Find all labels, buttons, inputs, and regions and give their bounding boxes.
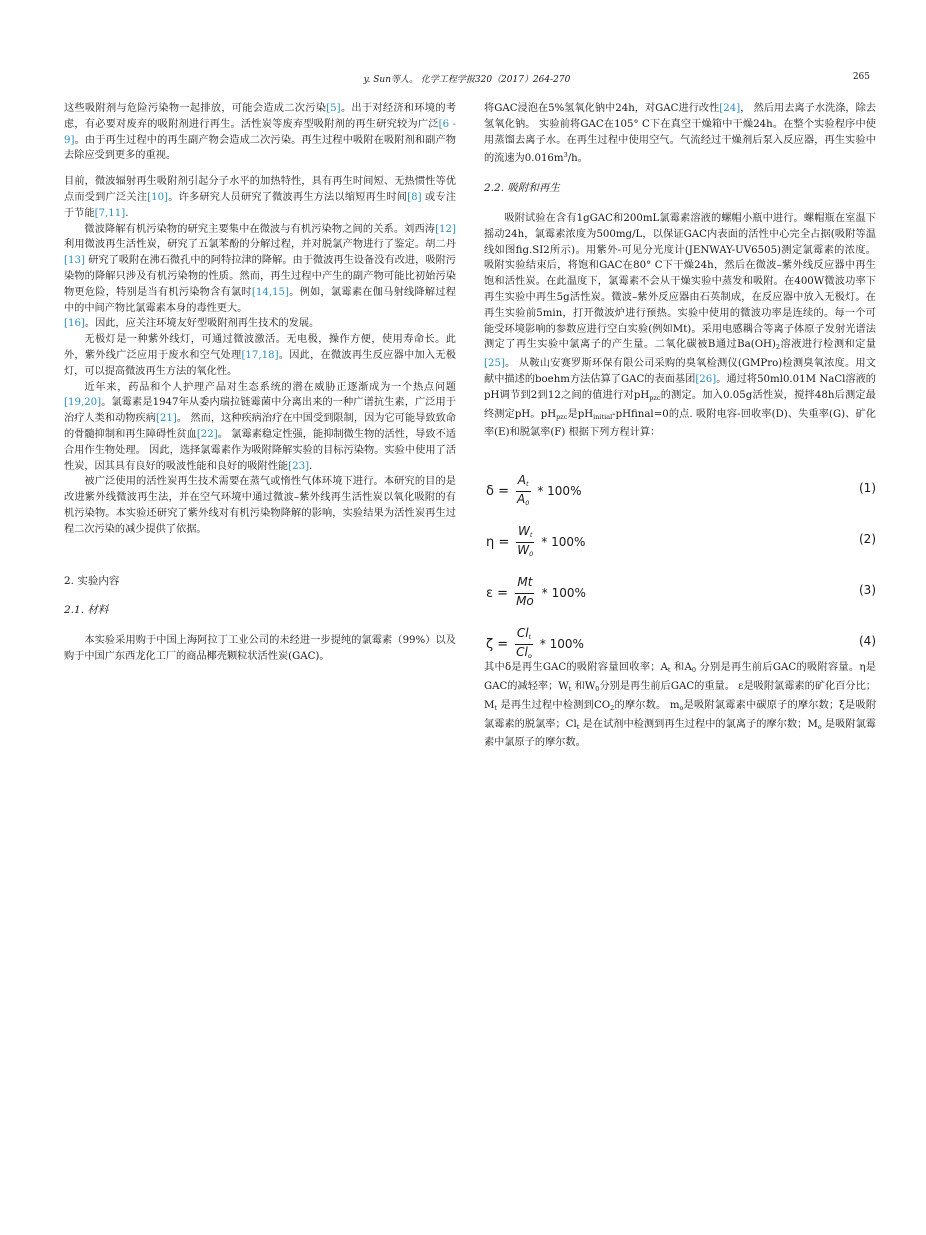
citation-link[interactable]: [24] — [719, 103, 741, 114]
equation-numerator: Mt — [515, 575, 534, 594]
citation-link[interactable]: [16] — [64, 318, 85, 330]
citation-link[interactable]: [6 - 9] — [64, 118, 456, 146]
equation-numerator: $A_t$ — [516, 473, 531, 492]
paragraph-intro-3: 微波降解有机污染物的研究主要集中在微波与有机污染物之间的关系。刘西涛[12] 利用微波再生活性炭，研究了五氯苯酚的分解过程，并对脱氯产物进行了鉴定。胡二丹[13] 研究了吸附在沸石微孔中的阿特拉津的降解。由于微波再生设备没有改进，吸附污染物的降解只涉及有机污染物的性质。然而，再生过程中产生的副产物可能比初始污染物更危险，特别是当有机污染物含有氯时[14,15]。例如，氯霉素在伽马射线降解过程中的中间产物比氯霉素本身的毒性更大。 — [64, 223, 456, 314]
citation-link[interactable]: [17,18] — [241, 349, 279, 361]
running-header — [64, 72, 870, 86]
citation-link[interactable]: [5] — [326, 103, 341, 114]
citation-link[interactable]: [21] — [155, 413, 177, 425]
paragraph-intro-4: [16]。因此，应关注环境友好型吸附剂再生技术的发展。 — [64, 318, 320, 330]
paragraph-intro-2: 目前，微波辐射再生吸附剂引起分子水平的加热特性，具有再生时间短、无热惯性等优点而受到广泛关注[10]。许多研究人员研究了微波再生方法以缩短再生时间[8] 或专注于节能[7,11]. — [64, 176, 456, 219]
equation-number: (4) — [859, 634, 876, 649]
equation-3 — [484, 565, 876, 609]
citation-link[interactable]: [8] — [407, 191, 422, 203]
subsection-heading-materials: 2.1. 材料 — [64, 604, 109, 617]
paragraph-equation-definitions: 其中δ是再生GAC的吸附容量回收率；$A_t$ 和$A_0$ 分别是再生前后GAC的吸附容量。η是GAC的减轻率；$W_t$ 和$W_0$分别是再生前后GAC的重量。 ε是吸附氯霉素的矿化百分比；$M_t$ 是再生过程中检测到$CO_2$的摩尔数。 $m_o$是吸附氯霉素中碳原子的摩尔数；ξ是吸附氯霉素的脱氯率；$Cl_t$ 是在试剂中检测到再生过程中的氯离子的摩尔数；$M_o$ 是吸附氯霉素中氯原子的摩尔数。 — [484, 662, 877, 749]
equation-numerator: $Cl_t$ — [515, 626, 533, 645]
citation-link[interactable]: [22] — [196, 428, 218, 440]
subsection-heading-adsorption: 2.2. 吸附和再生 — [484, 182, 560, 195]
citation-link[interactable]: [13] — [64, 255, 85, 267]
left-column — [64, 101, 456, 665]
equation-numerator: $W_t$ — [516, 524, 534, 543]
equation-block — [484, 463, 876, 661]
equation-expression — [486, 473, 581, 510]
equation-denominator: $W_0$ — [517, 543, 534, 559]
equation-fraction — [515, 524, 535, 561]
equation-multiplier: * 100% — [537, 483, 582, 498]
equation-fraction — [514, 575, 536, 612]
equation-expression — [486, 524, 585, 561]
section-heading-experiment: 2. 实验内容 — [64, 574, 120, 587]
equation-expression — [486, 575, 586, 612]
citation-link[interactable]: [23] — [288, 460, 310, 472]
page-number: 265 — [852, 72, 870, 82]
equation-1 — [484, 463, 876, 508]
paragraph-adsorption: 吸附试验在含有1gGAC和200mL氯霉素溶液的螺帽小瓶中进行。螺帽瓶在室温下摇动24h，氯霉素浓度为500mg/L，以保证GAC内表面的活性中心完全占据(吸附等温线如图fig.SI2所示)。用紫外-可见分光度计(JENWAY-UV6505)测定氯霉素的浓度。吸附实验结束后，将饱和GAC在80° C下干燥24h，然后在微波–紫外线反应器中再生饱和活性炭。在此温度下，氯霉素不会从干燥实验中蒸发和吸附。在400W微波功率下再生实验中再生5g活性炭。微波–紫外反应器由石英制成，在反应器中放入无极灯。在再生实验前5min，打开微波炉进行预热。实验中使用的微波功率是连续的。每一个可能受环境影响的参数应进行空白实验(例如Mt)。采用电感耦合等离子体原子发射光谱法测定了再生实验中氯离子的产生量。二氧化碳被B通过$Ba(OH)_2$溶液进行检测和定量[25]。 从鞍山安赛罗斯环保有限公司采购的臭氧检测仪(GMPro)检测臭氧浓度。用文献中描述的boehm方法估算了GAC的表面基团[26]。通过将50ml0.01M NaCl溶液的pH调节到2到12之间的值进行对$pH_{pzc}$的测定。加入0.05g活性炭，搅拌48h后测定最终测定pH。$pH_{pzc}$是$pH_{initial}-pHfinal=0$的点. 吸附电容-回收率(D)、失重率(G)、矿化率(E)和脱氯率(F) 根据下列方程计算： — [484, 212, 876, 439]
paragraph-intro-1: 这些吸附剂与危险污染物一起排放，可能会造成二次污染[5]。出于对经济和环境的考虑，有必要对废弃的吸附剂进行再生。活性炭等废弃型吸附剂的再生研究较为广泛[6 - 9]。由于再生过程中的再生副产物会造成二次污染。再生过程中吸附在吸附剂和副产物去除应受到更多的重视。 — [64, 103, 457, 162]
equation-multiplier: * 100% — [539, 636, 584, 651]
paragraph-materials-cont: 将GAC浸泡在5%氢氧化钠中24h，对GAC进行改性[24]， 然后用去离子水洗涤，除去氢氧化钠。 实验前将GAC在105° C下在真空干燥箱中干燥24h。在整个实验程序中使用蒸馏去离子水。在再生过程中使用空气。气流经过干燥剂后泵入反应器，再生实验中的流速为$0.016m^3/h$。 — [484, 103, 876, 165]
citation-link[interactable]: [26] — [695, 373, 717, 385]
equation-lhs: η = — [486, 534, 510, 550]
equation-lhs: ε = — [486, 585, 509, 601]
equation-denominator: $Cl_o$ — [516, 645, 532, 661]
equation-2 — [484, 514, 876, 559]
equation-multiplier: * 100% — [541, 534, 586, 549]
equation-denominator: $A_0$ — [516, 492, 530, 508]
equation-lhs: δ = — [486, 483, 509, 499]
equation-multiplier: * 100% — [541, 585, 586, 600]
equation-fraction — [514, 626, 534, 663]
equation-number: (3) — [859, 583, 876, 598]
citation-link[interactable]: [19,20] — [64, 397, 102, 409]
citation-link[interactable]: [12] — [435, 223, 456, 235]
paragraph-intro-7: 被广泛使用的活性炭再生技术需要在蒸气或惰性气体环境下进行。本研究的目的是改进紫外线微波再生法，并在空气环境中通过微波–紫外线再生活性炭以氧化吸附的有机污染物。本实验还研究了紫外线对有机污染物降解的影响，实验结果为活性炭再生过程二次污染的减少提供了依据。 — [64, 476, 456, 535]
equation-number: (2) — [859, 532, 876, 547]
equation-denominator: Mo — [516, 594, 534, 609]
equation-expression — [486, 626, 584, 663]
citation-link[interactable]: [14,15] — [251, 286, 289, 298]
paragraph-intro-5: 无极灯是一种紫外线灯，可通过微波激活。无电极，操作方便，使用寿命长。此外，紫外线广泛应用于废水和空气处理[17,18]。因此，在微波再生反应器中加入无极灯，可以提高微波再生方法的氧化性。 — [64, 334, 456, 377]
right-column — [484, 101, 876, 751]
paragraph-intro-6: 近年来，药品和个人护理产品对生态系统的潜在威胁正逐渐成为一个热点问题[19,20]。氯霉素是1947年从委内瑞拉链霉菌中分离出来的一种广谱抗生素，广泛用于治疗人类和动物疾病[21]。 然而，这种疾病治疗在中国受到限制，因为它可能导致致命的骨髓抑制和再生障碍性贫血[22]。 氯霉素稳定性强，能抑制微生物的活性，导致不适合用作生物处理。 因此，选择氯霉素作为吸附降解实验的目标污染物。实验中使用了活性炭，因其具有良好的吸波性能和良好的吸附性能[23]. — [64, 381, 456, 472]
equation-lhs: ζ = — [486, 636, 509, 652]
citation-link[interactable]: [10] — [147, 191, 169, 203]
paragraph-materials: 本实验采用购于中国上海阿拉丁工业公司的未经进一步提纯的氯霉素（99%）以及购于中国广东西龙化工厂的商品椰壳颗粒状活性炭(GAC)。 — [64, 635, 456, 662]
equation-number: (1) — [859, 481, 876, 496]
citation-link[interactable]: [7,11] — [94, 207, 126, 219]
equation-4 — [484, 616, 876, 661]
equation-fraction — [515, 473, 531, 510]
citation-link[interactable]: [25] — [484, 358, 505, 370]
journal-citation: y. Sun等人。 化学工程学报320（2017）264-270 — [363, 75, 571, 85]
